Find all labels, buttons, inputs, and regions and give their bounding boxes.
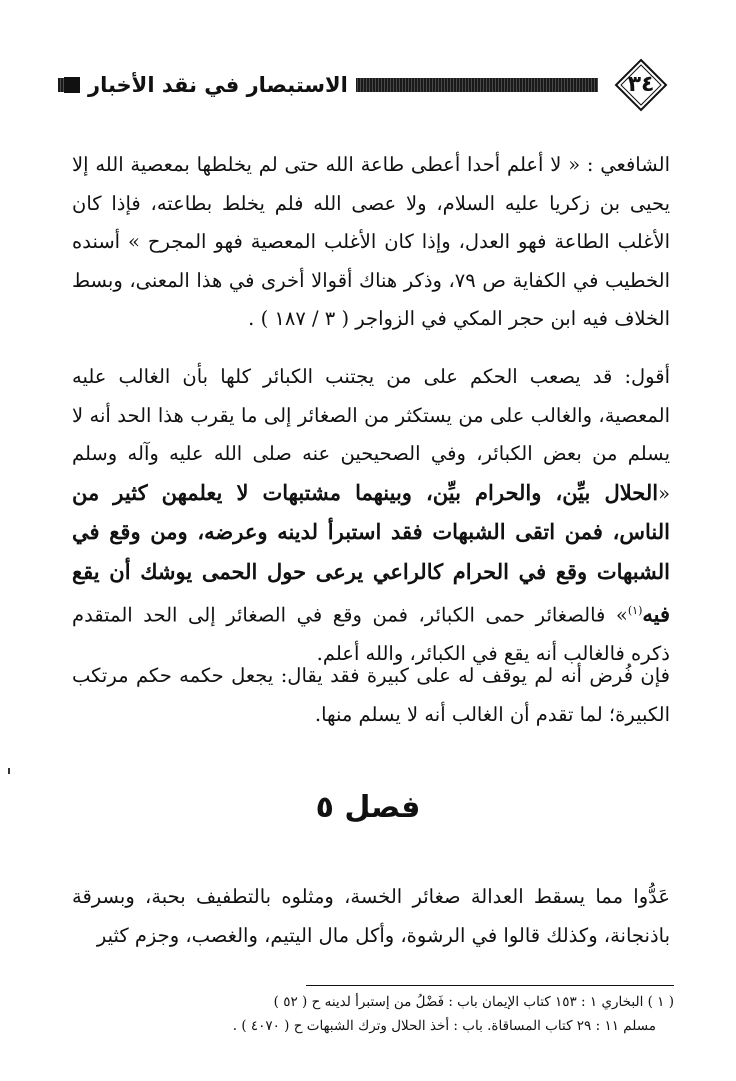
footnote-muslim: مسلم ١١ : ٢٩ كتاب المساقاة. باب : أخذ الحلال وترك الشبهات ح ( ٤٠٧٠ ) . — [232, 1018, 656, 1034]
paragraph-adduw: عَدُّوا مما يسقط العدالة صغائر الخسة، ومثلوه بالتطفيف بحبة، وبسرقة باذنجانة، وكذلك قالوا في الرشوة، وأكل مال اليتيم، والغصب، وجزم كثير — [72, 885, 670, 947]
running-header — [58, 58, 676, 128]
footnote-bukhari: ( ١ ) البخاري ١ : ١٥٣ كتاب الإيمان باب : فَضْلُ من إستبرأ لدينه ح ( ٥٢ ) — [273, 994, 674, 1010]
footnotes — [190, 990, 674, 1038]
page-number: ٣٤ — [627, 72, 655, 97]
section-heading: فصل ٥ — [315, 790, 421, 825]
paragraph-aqul-end: » فالصغائر حمى الكبائر، فمن وقع في الصغائر إلى الحد المتقدم ذكره فالغالب أنه يقع في الكبائر، والله أعلم. — [72, 603, 670, 665]
paragraph-aqul-start: أقول: قد يصعب الحكم على من يجتنب الكبائر كلها بأن الغالب عليه المعصية، والغالب على من يستكثر من الصغائر إلى ما يقرب هذا الحد أنه لا يسلم من بعض الكبائر، وفي الصحيحين عنه صلى الله عليه وآله وسلم « — [72, 365, 670, 505]
paragraph-shafii-quote: الشافعي : « لا أعلم أحدا أعطى طاعة الله حتى لم يخلطها بمعصية الله إلا يحيى بن زكريا عليه السلام، ولا عصى الله فلم يخلط بطاعته، فإذا كان الأغلب الطاعة فهو العدل، وإذا كان الأغلب المعصية فهو المجرح » أسنده الخطيب في الكفاية ص ٧٩، وذكر هناك أقوالا أخرى في هذا المعنى، وبسط الخلاف فيه ابن حجر المكي في الزواجر ( ٣ / ١٨٧ ) . — [72, 153, 670, 330]
footnote-ref[interactable]: (١) — [627, 604, 643, 617]
hadith-text: الحلال بيِّن، والحرام بيِّن، وبينهما مشتبهات لا يعلمهن كثير من الناس، فمن اتقى الشبهات فقد استبرأ لدينه وعرضه، ومن وقع في الشبهات وقع في الحرام كالراعي يرعى حول الحمى يوشك أن يقع فيه — [72, 479, 670, 627]
paragraph-aqul — [72, 358, 698, 674]
margin-mark — [8, 768, 10, 774]
paragraph-furida: فإن فُرض أنه لم يوقف له على كبيرة فقد يقال: يجعل حكمه حكم مرتكب الكبيرة؛ لما تقدم أن الغالب أنه لا يسلم منها. — [72, 664, 670, 726]
header-square-ornament — [64, 77, 80, 93]
footnote-separator — [306, 985, 674, 986]
book-title: الاستبصار في نقد الأخبار — [80, 71, 356, 99]
